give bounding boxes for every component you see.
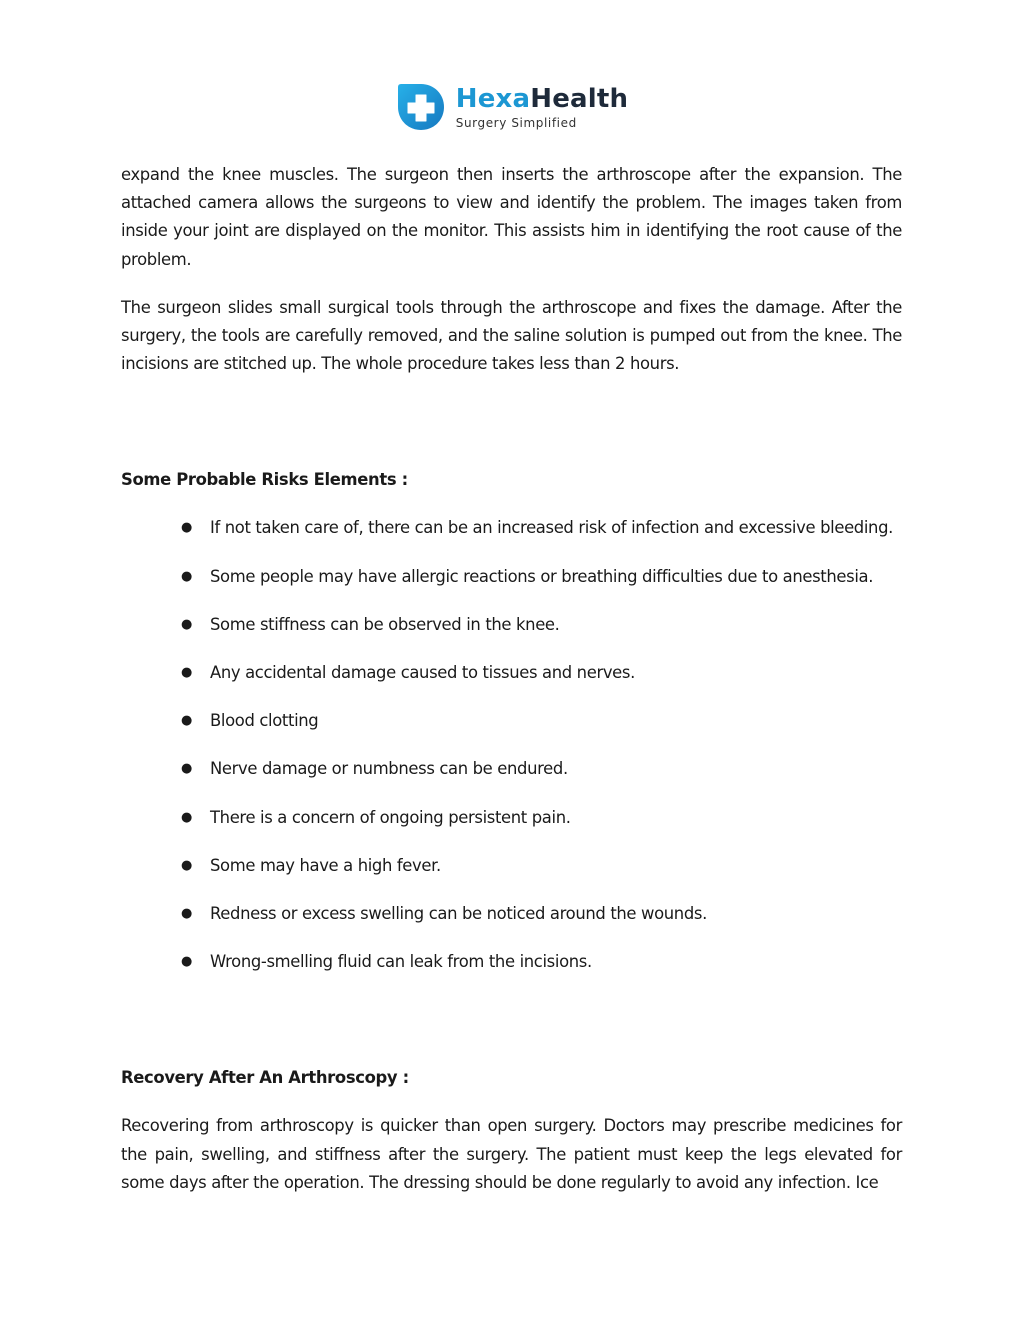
brand-name-part2: Health <box>530 83 629 114</box>
list-item <box>121 948 902 976</box>
bullet-icon: ● <box>181 857 192 873</box>
bullet-icon: ● <box>181 520 192 536</box>
bullet-icon: ● <box>181 665 192 681</box>
brand-name-part1: Hexa <box>455 83 531 114</box>
list-item <box>121 707 902 735</box>
list-item-text: Redness or excess swelling can be noticed around the wounds. <box>210 904 707 924</box>
list-item <box>121 611 902 639</box>
bullet-icon: ● <box>181 809 192 825</box>
brand-name <box>455 83 629 114</box>
list-item-text: Nerve damage or numbness can be endured. <box>210 759 568 779</box>
paragraph-procedure: expand the knee muscles. The surgeon then inserts the arthroscope after the expansion. The attached camera allows the surgeons to view and identify the problem. The images taken from inside your joint are displayed on the monitor. This assists him in identifying the root cause of the problem. <box>121 165 902 269</box>
list-item-text: Some stiffness can be observed in the knee. <box>210 614 560 634</box>
paragraph-tools: The surgeon slides small surgical tools through the arthroscope and fixes the damage. After the surgery, the tools are carefully removed, and the saline solution is pumped out from the knee. The incisions are stitched up. The whole procedure takes less than 2 hours. <box>121 297 902 374</box>
bullet-icon: ● <box>181 616 192 632</box>
risks-heading: Some Probable Risks Elements : <box>121 470 408 490</box>
list-item-text: Some people may have allergic reactions or breathing difficulties due to anesthesia. <box>210 566 874 586</box>
list-item <box>121 514 902 542</box>
recovery-heading: Recovery After An Arthroscopy : <box>121 1068 409 1088</box>
list-item <box>121 659 902 687</box>
hexahealth-logo <box>396 78 629 136</box>
list-item-text: There is a concern of ongoing persistent pain. <box>210 807 571 827</box>
list-item-text: If not taken care of, there can be an increased risk of infection and excessive bleeding. <box>210 518 894 538</box>
document-body <box>121 161 902 1217</box>
list-item <box>121 755 902 783</box>
bullet-icon: ● <box>181 713 192 729</box>
cross-in-drop-icon <box>396 82 446 132</box>
blank-space <box>121 996 902 1064</box>
blank-space <box>121 398 902 466</box>
bullet-icon: ● <box>181 906 192 922</box>
risks-list <box>121 514 902 976</box>
list-item <box>121 852 902 880</box>
page-header <box>0 78 1024 136</box>
list-item-text: Wrong-smelling fluid can leak from the incisions. <box>210 952 592 972</box>
brand-tagline: Surgery Simplified <box>455 115 577 130</box>
bullet-icon: ● <box>181 568 192 584</box>
list-item-text: Blood clotting <box>210 711 319 731</box>
paragraph-recovery: Recovering from arthroscopy is quicker than open surgery. Doctors may prescribe medicines for the pain, swelling, and stiffness after the surgery. The patient must keep the legs elevated for some days after the operation. The dressing should be done regularly to avoid any infection. Ice <box>121 1116 902 1192</box>
list-item-text: Any accidental damage caused to tissues and nerves. <box>210 663 635 683</box>
list-item <box>121 900 902 928</box>
bullet-icon: ● <box>181 954 192 970</box>
list-item <box>121 563 902 591</box>
list-item <box>121 804 902 832</box>
list-item-text: Some may have a high fever. <box>210 855 441 875</box>
bullet-icon: ● <box>181 761 192 777</box>
